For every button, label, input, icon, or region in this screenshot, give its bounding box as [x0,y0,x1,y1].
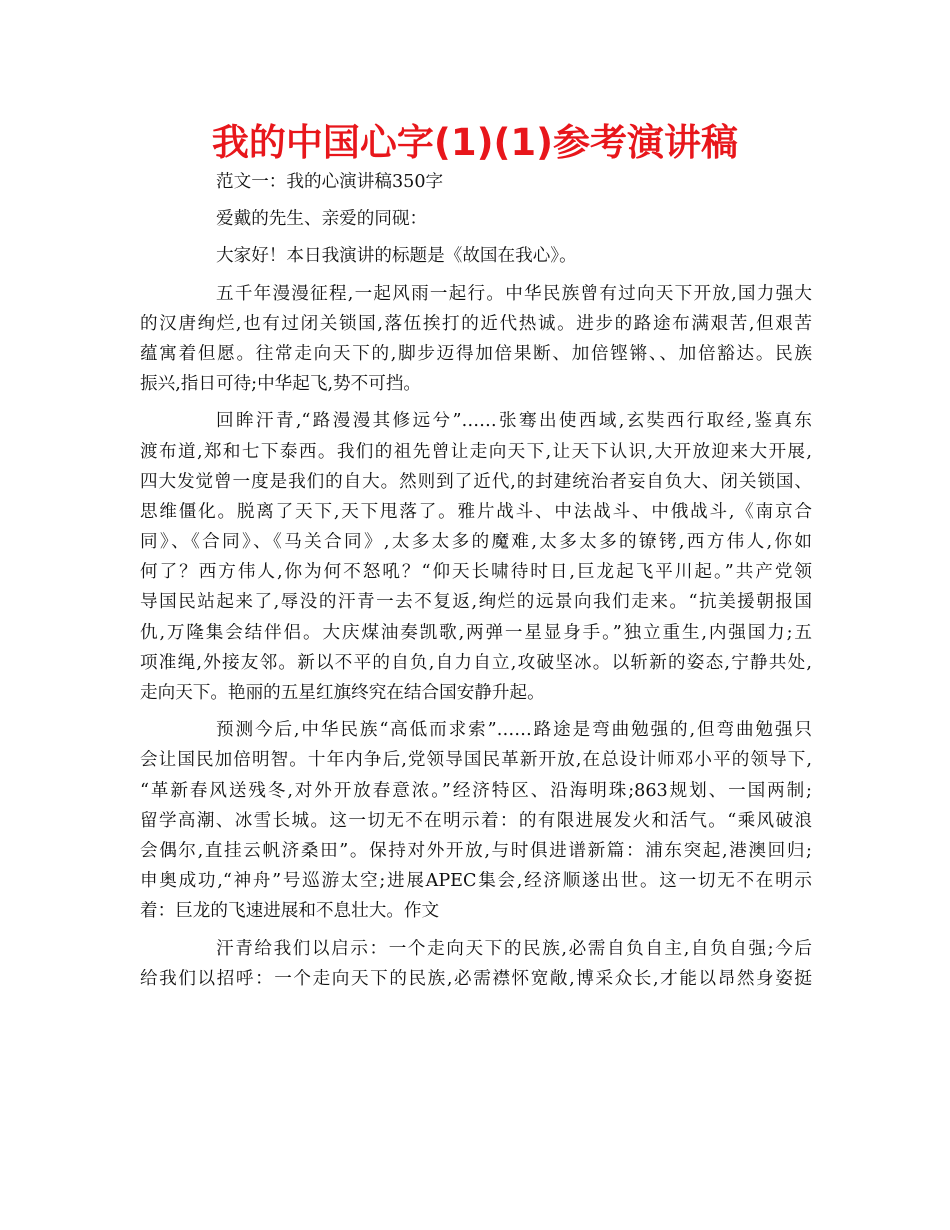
text-line: 的汉唐绚烂,也有过闭关锁国,落伍挨打的近代热诚。进步的路途布满艰苦,但艰苦 [140,313,812,334]
text-line: 留学高潮、冰雪长城。这一切无不在明示着：的有限进展发火和活气。“乘风破浪 [140,810,812,831]
text-line: 汗青给我们以启示：一个走向天下的民族,必需自负自主,自负自强;今后 [216,938,812,959]
text-line: 给我们以招呼：一个走向天下的民族,必需襟怀宽敞,博采众长,才能以昂然身姿挺 [140,968,812,989]
text-line: 五千年漫漫征程,一起风雨一起行。中华民族曾有过向天下开放,国力强大 [216,283,812,304]
text-line: 范文一：我的心演讲稿350字 [216,172,444,192]
text-line: 会偶尔,直挂云帆济桑田”。保持对外开放,与时俱进谱新篇：浦东突起,港澳回归; [140,840,812,861]
text-line: 同》、《合同》、《马关合同》,太多太多的魔难,太多太多的镣铐,西方伟人,你如 [140,532,812,553]
text-line: 渡布道,郑和七下泰西。我们的祖先曾让走向天下,让天下认识,大开放迎来大开展, [140,441,812,462]
document-body [140,167,812,994]
document-title: 我的中国心字(1)(1)参考演讲稿 [211,121,739,164]
text-line: 蕴寓着但愿。往常走向天下的,脚步迈得加倍果断、加倍铿锵、、加倍豁达。民族 [140,343,812,364]
text-line: 会让国民加倍明智。十年内争后,党领导国民革新开放,在总设计师邓小平的领导下, [140,750,812,771]
text-line: 预测今后,中华民族“高低而求索”……路途是弯曲勉强的,但弯曲勉强只 [216,720,812,741]
text-line: 申奥成功,“神舟”号巡游太空;进展APEC集会,经济顺遂出世。这一切无不在明示 [140,871,812,892]
text-line: 振兴,指日可待;中华起飞,势不可挡。 [140,374,422,395]
text-line: 导国民站起来了,辱没的汗青一去不复返,绚烂的远景向我们走来。“抗美援朝报国 [140,592,812,613]
text-line: 大家好！本日我演讲的标题是《故国在我心》。 [216,246,577,267]
text-line: 仇,万隆集会结伴侣。大庆煤油奏凯歌,两弹一星显身手。”独立重生,内强国力;五 [140,622,812,643]
text-line: 着：巨龙的飞速进展和不息壮大。作文 [140,901,440,922]
text-line: 走向天下。艳丽的五星红旗终究在结合国安静升起。 [140,683,545,703]
text-line: 回眸汗青,“路漫漫其修远兮”……张骞出使西域,玄奘西行取经,鉴真东 [216,411,812,432]
text-line: 四大发觉曾一度是我们的自大。然则到了近代,的封建统治者妄自负大、闭关锁国、 [140,471,812,492]
text-line: 何了？西方伟人,你为何不怒吼？“仰天长啸待时日,巨龙起飞平川起。”共产党领 [140,562,812,583]
text-line: 思维僵化。脱离了天下,天下甩落了。雅片战斗、中法战斗、中俄战斗,《南京合 [140,501,812,522]
text-line: 爱戴的先生、亲爱的同砚： [216,209,428,230]
text-line: “革新春风送残冬,对外开放春意浓。”经济特区、沿海明珠;863规划、一国两制; [140,780,812,801]
text-line: 项准绳,外接友邻。新以不平的自负,自力自立,攻破坚冰。以斩新的姿态,宁静共处, [140,652,812,673]
